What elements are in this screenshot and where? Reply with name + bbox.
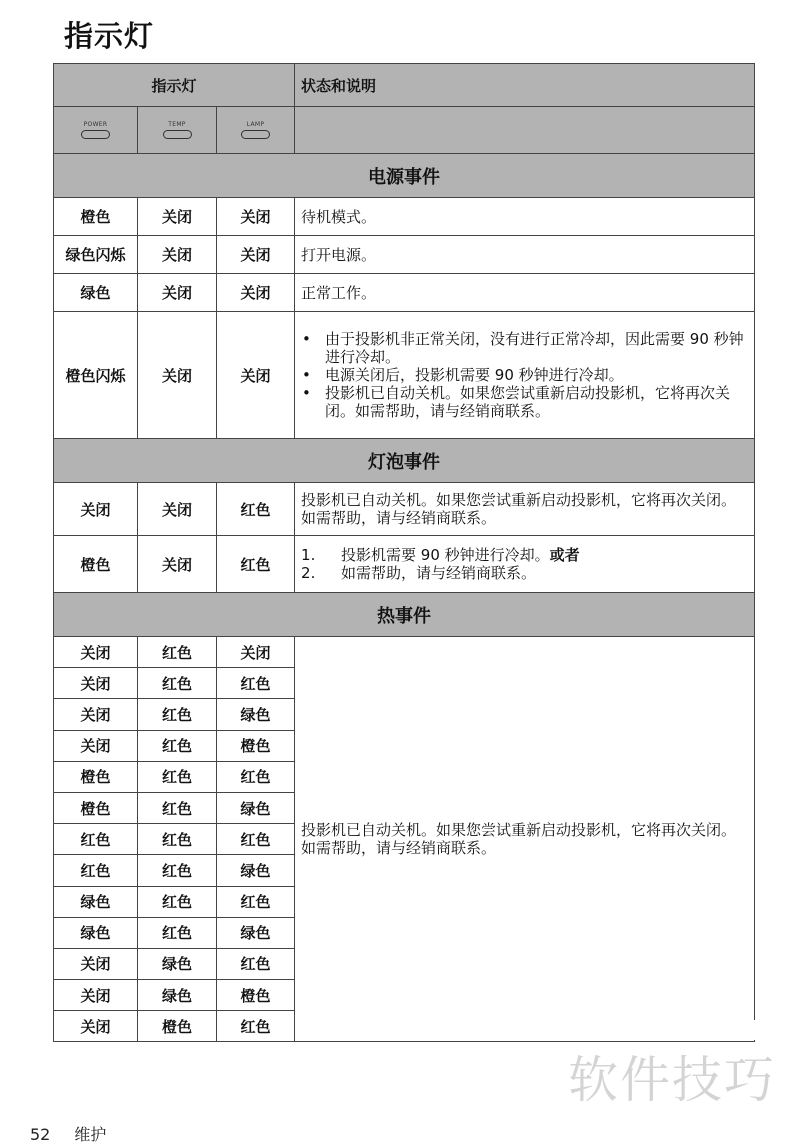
lamp-state: 红色 (217, 483, 295, 536)
bullet-item: • 投影机已自动关机。如果您尝试重新启动投影机，它将再次关闭。如需帮助，请与经销商联系。 (301, 384, 748, 420)
lamp-state: 关闭 (217, 236, 295, 274)
power-state: 关闭 (54, 980, 138, 1011)
temp-state: 关闭 (138, 274, 217, 312)
temp-state: 绿色 (138, 980, 217, 1011)
lamp-state: 绿色 (217, 855, 295, 886)
lamp-state: 红色 (217, 824, 295, 855)
led-pill-icon (163, 130, 192, 139)
power-state: 红色 (54, 824, 138, 855)
power-state: 绿色 (54, 886, 138, 917)
step-number: 2. (301, 564, 316, 582)
step-item (301, 564, 748, 582)
numbered-list (301, 546, 748, 582)
footer-section: 维护 (74, 1125, 107, 1144)
watermark-mask (560, 1020, 800, 1040)
status-description: 正常工作。 (295, 274, 755, 312)
lamp-state: 红色 (217, 1011, 295, 1042)
led-pill-icon (81, 130, 110, 139)
temp-led-label: TEMP (168, 121, 186, 128)
step-item (301, 546, 748, 564)
lamp-state: 关闭 (217, 637, 295, 668)
table-row (54, 274, 755, 312)
temp-state: 红色 (138, 792, 217, 823)
lamp-state: 红色 (217, 536, 295, 593)
bullet-item: • 电源关闭后，投影机需要 90 秒钟进行冷却。 (301, 366, 748, 384)
status-description: 投影机已自动关机。如果您尝试重新启动投影机，它将再次关闭。如需帮助，请与经销商联系。 (295, 483, 755, 536)
lamp-state: 绿色 (217, 792, 295, 823)
power-state: 橙色 (54, 198, 138, 236)
status-description: 待机模式。 (295, 198, 755, 236)
power-state: 绿色 (54, 917, 138, 948)
section-header-lamp (54, 439, 755, 483)
lamp-led-label: LAMP (246, 121, 265, 128)
bullet-list (301, 330, 748, 420)
power-led-label: POWER (83, 121, 108, 128)
led-icon-row (54, 107, 755, 154)
status-description (295, 536, 755, 593)
temp-state: 关闭 (138, 483, 217, 536)
header-indicator: 指示灯 (54, 64, 295, 107)
step-text: 如需帮助，请与经销商联系。 (341, 564, 537, 582)
lamp-state: 绿色 (217, 699, 295, 730)
status-description: 投影机已自动关机。如果您尝试重新启动投影机，它将再次关闭。如需帮助，请与经销商联系。 (295, 637, 755, 1042)
lamp-state: 关闭 (217, 274, 295, 312)
temp-led-cell (138, 107, 217, 154)
table-row (54, 198, 755, 236)
lamp-state: 红色 (217, 948, 295, 979)
table-row (54, 637, 755, 668)
lamp-state: 绿色 (217, 917, 295, 948)
lamp-led-icon (217, 121, 294, 139)
lamp-led-cell (217, 107, 295, 154)
power-state: 红色 (54, 855, 138, 886)
power-led-icon (54, 121, 137, 139)
temp-state: 红色 (138, 917, 217, 948)
temp-state: 橙色 (138, 1011, 217, 1042)
temp-state: 红色 (138, 637, 217, 668)
temp-state: 红色 (138, 761, 217, 792)
power-state: 橙色闪烁 (54, 312, 138, 439)
power-state: 关闭 (54, 668, 138, 699)
lamp-state: 橙色 (217, 980, 295, 1011)
lamp-state: 关闭 (217, 312, 295, 439)
temp-state: 红色 (138, 886, 217, 917)
power-state: 关闭 (54, 730, 138, 761)
section-title: 电源事件 (54, 154, 755, 198)
lamp-state: 红色 (217, 668, 295, 699)
step-bold-suffix: 或者 (549, 546, 580, 564)
power-state: 绿色闪烁 (54, 236, 138, 274)
power-state: 橙色 (54, 536, 138, 593)
bullet-item: • 由于投影机非正常关闭，没有进行正常冷却，因此需要 90 秒钟进行冷却。 (301, 330, 748, 366)
section-header-power (54, 154, 755, 198)
power-led-cell (54, 107, 138, 154)
temp-state: 红色 (138, 855, 217, 886)
temp-state: 红色 (138, 824, 217, 855)
page-footer (30, 1122, 106, 1145)
status-description (295, 312, 755, 439)
page-number: 52 (30, 1125, 51, 1144)
power-state: 绿色 (54, 274, 138, 312)
icon-row-empty-cell (295, 107, 755, 154)
table-row (54, 312, 755, 439)
power-state: 关闭 (54, 1011, 138, 1042)
led-pill-icon (241, 130, 270, 139)
temp-state: 关闭 (138, 236, 217, 274)
table-row (54, 483, 755, 536)
temp-state: 红色 (138, 668, 217, 699)
status-description: 打开电源。 (295, 236, 755, 274)
page-title: 指示灯 (64, 19, 155, 53)
temp-led-icon (138, 121, 216, 139)
table-row (54, 536, 755, 593)
table-header-row (54, 64, 755, 107)
power-state: 关闭 (54, 948, 138, 979)
table-row (54, 236, 755, 274)
temp-state: 红色 (138, 699, 217, 730)
temp-state: 关闭 (138, 536, 217, 593)
temp-state: 红色 (138, 730, 217, 761)
watermark: 软件技巧 (568, 1051, 776, 1109)
lamp-state: 关闭 (217, 198, 295, 236)
step-text: 投影机需要 90 秒钟进行冷却。 (341, 546, 550, 564)
power-state: 橙色 (54, 761, 138, 792)
lamp-state: 红色 (217, 761, 295, 792)
section-title: 热事件 (54, 593, 755, 637)
power-state: 关闭 (54, 637, 138, 668)
temp-state: 关闭 (138, 198, 217, 236)
power-state: 关闭 (54, 483, 138, 536)
temp-state: 关闭 (138, 312, 217, 439)
section-title: 灯泡事件 (54, 439, 755, 483)
power-state: 橙色 (54, 792, 138, 823)
lamp-state: 橙色 (217, 730, 295, 761)
power-state: 关闭 (54, 699, 138, 730)
step-number: 1. (301, 546, 316, 564)
section-header-thermal (54, 593, 755, 637)
indicator-table (53, 63, 755, 1042)
header-status: 状态和说明 (295, 64, 755, 107)
temp-state: 绿色 (138, 948, 217, 979)
lamp-state: 红色 (217, 886, 295, 917)
